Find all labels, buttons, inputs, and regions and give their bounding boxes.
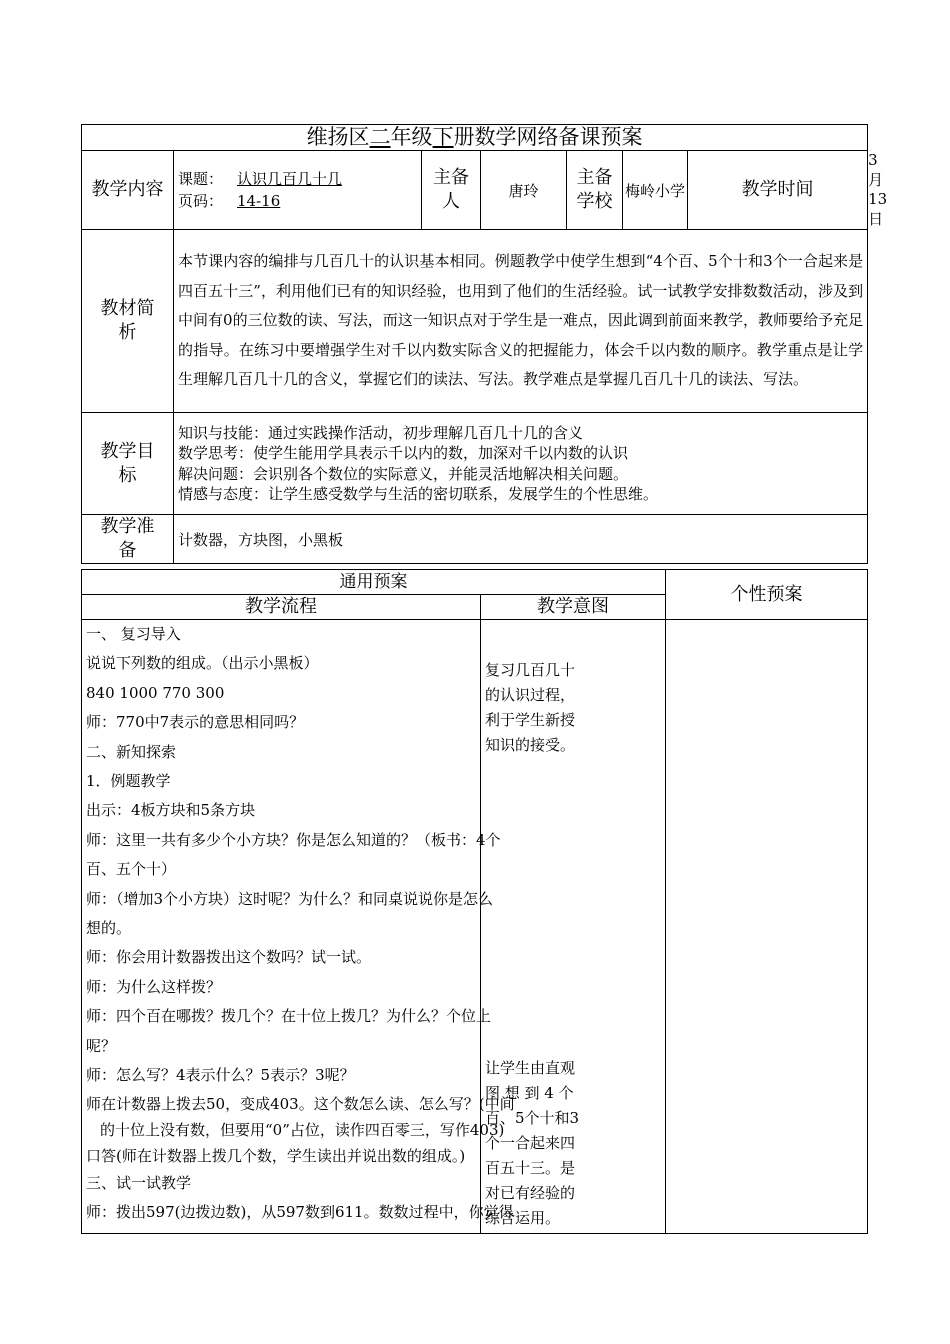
intent-line: 百五十三。是	[485, 1159, 576, 1177]
flow-line: 想的。	[86, 919, 132, 938]
lesson-plan-page	[81, 124, 888, 1234]
flow-line: 的十位上没有数，但要用“0”占位，读作四百零三，写作403)	[100, 1120, 505, 1139]
flow-header: 教学流程	[82, 595, 481, 620]
flow-line: 出示：4板方块和5条方块	[86, 801, 256, 820]
school-label: 主备学校	[567, 151, 623, 230]
content-label: 教学内容	[82, 151, 174, 230]
lesson-plan-table: 维扬区二年级下册数学网络备课预案 教学内容 课题： 认识几百几十几 页码： 14-16 主备人 唐玲 主备学校 梅岭小学 教学时间 3月13日 教材简析 本节课内容的编排与几百几十的认识基本相同。例题教学中使学生想到“4个百、5个十和3个一合起来是四百五十三”，利用他们已有的知识经验，也用到了他们的生活经验。试一试教学安排数数活动，涉及到中间有0的三位数的读、写法，而这一知识点对于学生是一难点，因此调到前面来教学，教师要给予充足的指导。在练习中要增强学生对千以内数实际含义的把握能力，体会千以内数的顺序。教学重点是让学生理解几百几十几的含义，掌握它们的读法、写法。教学难点是掌握几百几十几的读法、写法。 教学目标 知识与技能：通过实践操作活动，初步理解几百几十几的含义 数学思考：使学生能用学具表示千以内的数，加深对千以内数的认识 解决问题：会识别各个数位的实际意义，并能灵活地解决相关问题。 情感与态度：让学生感受数学与生活的密切联系，发展学生的个性思维。 教学准备 计数器，方块图，小黑板 通用预案 个性预案 教学流程 教学意图 一、 复习导入 说说下列数的组成。（出示小黑板） 840 1000 770 300 师：770中7表示的意思相同吗？ 二、新知探索 1．例题教学 出示：4板方块和5条方块 师：这里一共有多少个小方块？你是怎么知道的？（板书：4个 百、五个十） 师：（增加3个小方块）这时呢？为什么？和同桌说说你是怎么 想的。 师：你会用计数器拨出这个数吗？试一试。 师：为什么这样拨？ 师：四个百在哪拨？拨几个？在十位上拨几？为什么？个位上 呢？ 师：怎么写？4表示什么？5表示？3呢？ 师在计数器上拨去50，变成403。这个数怎么读、怎么写？(中间 的十位上没有数，但要用“0”占位，读作四百零三，写作403) 口答(师在计数器上拨几个数，学生读出并说出数的组成。) 三、试一试教学 师：拨出597(边拨边数)，从597数到611。数数过程中，你觉得 复习几百几十 的认识过程， 利于学生新授 知识的接受。 让学生由直观 图 想 到 4 个 百、5个十和3 个一合起来四 百五十三。是 对已有经验的 综合运用。	[81, 124, 868, 1234]
document-title: 维扬区二年级下册数学网络备课预案	[82, 125, 868, 151]
goal-item: 数学思考：使学生能用学具表示千以内的数，加深对千以内数的认识	[178, 444, 629, 462]
intent-line: 对已有经验的	[485, 1184, 576, 1202]
flow-line: 三、试一试教学	[86, 1173, 192, 1192]
intent-line: 个一合起来四	[485, 1134, 576, 1152]
flow-line: 一、 复习导入	[86, 625, 181, 643]
flow-line: 师：你会用计数器拨出这个数吗？试一试。	[86, 948, 372, 967]
flow-line: 呢？	[86, 1036, 117, 1055]
goal-item: 知识与技能：通过实践操作活动，初步理解几百几十几的含义	[178, 423, 584, 442]
flow-line: 师：拨出597(边拨边数)，从597数到611。数数过程中，你觉得	[86, 1202, 514, 1221]
intent-line: 复习几百几十	[485, 661, 576, 679]
flow-line: 师在计数器上拨去50，变成403。这个数怎么读、怎么写？(中间	[86, 1094, 515, 1113]
flow-line: 师：（增加3个小方块）这时呢？为什么？和同桌说说你是怎么	[86, 889, 494, 908]
analysis-text: 本节课内容的编排与几百几十的认识基本相同。例题教学中使学生想到“4个百、5个十和3个一合起来是四百五十三”，利用他们已有的知识经验，也用到了他们的生活经验。试一试教学安排数数活动，涉及到中间有0的三位数的读、写法，而这一知识点对于学生是一难点，因此调到前面来教学，教师要给予充足的指导。在练习中要增强学生对千以内数实际含义的把握能力，体会千以内数的顺序。教学重点是让学生理解几百几十几的含义，掌握它们的读法、写法。教学难点是掌握几百几十几的读法、写法。	[174, 230, 868, 413]
flow-line: 师：这里一共有多少个小方块？你是怎么知道的？（板书：4个	[86, 830, 501, 849]
intent-line: 百、5个十和3	[485, 1109, 580, 1127]
personal-plan-cell[interactable]	[666, 620, 868, 1234]
topic-cell: 课题： 认识几百几十几 页码： 14-16	[174, 151, 422, 230]
flow-line: 1．例题教学	[86, 772, 171, 791]
teaching-intent	[481, 620, 666, 1234]
goals-list	[174, 413, 868, 515]
flow-line: 说说下列数的组成。（出示小黑板）	[86, 654, 319, 673]
flow-line: 二、新知探索	[86, 742, 177, 761]
teaching-flow	[82, 620, 515, 1234]
goals-label: 教学目标	[82, 413, 174, 515]
school-value: 梅岭小学	[623, 151, 688, 230]
personal-plan-header: 个性预案	[666, 570, 868, 620]
flow-line: 840 1000 770 300	[86, 683, 225, 702]
preparer-label: 主备人	[422, 151, 481, 230]
intent-line: 的认识过程，	[485, 686, 576, 704]
flow-line: 师：四个百在哪拨？拨几个？在十位上拨几？为什么？个位上	[86, 1007, 492, 1026]
flow-line: 师：怎么写？4表示什么？5表示？3呢？	[86, 1066, 355, 1085]
intent-header: 教学意图	[481, 595, 666, 620]
prep-value: 计数器，方块图，小黑板	[174, 515, 868, 564]
flow-line: 口答(师在计数器上拨几个数，学生读出并说出数的组成。)	[86, 1146, 466, 1165]
general-plan-header: 通用预案	[82, 570, 666, 595]
intent-line: 利于学生新授	[485, 711, 576, 729]
prep-label: 教学准备	[82, 515, 174, 564]
analysis-label: 教材简析	[82, 230, 174, 413]
flow-line: 师：770中7表示的意思相同吗？	[86, 713, 305, 732]
time-label: 教学时间	[688, 151, 868, 230]
intent-line: 图 想 到 4 个	[485, 1084, 574, 1102]
intent-line: 知识的接受。	[485, 736, 576, 754]
intent-line: 让学生由直观	[485, 1059, 576, 1077]
flow-line: 师：为什么这样拨？	[86, 977, 222, 996]
preparer-value: 唐玲	[481, 151, 567, 230]
intent-line: 综合运用。	[485, 1209, 561, 1227]
goal-item: 解决问题：会识别各个数位的实际意义，并能灵活地解决相关问题。	[178, 464, 629, 483]
flow-line: 百、五个十）	[86, 860, 177, 879]
goal-item: 情感与态度：让学生感受数学与生活的密切联系，发展学生的个性思维。	[178, 485, 659, 503]
